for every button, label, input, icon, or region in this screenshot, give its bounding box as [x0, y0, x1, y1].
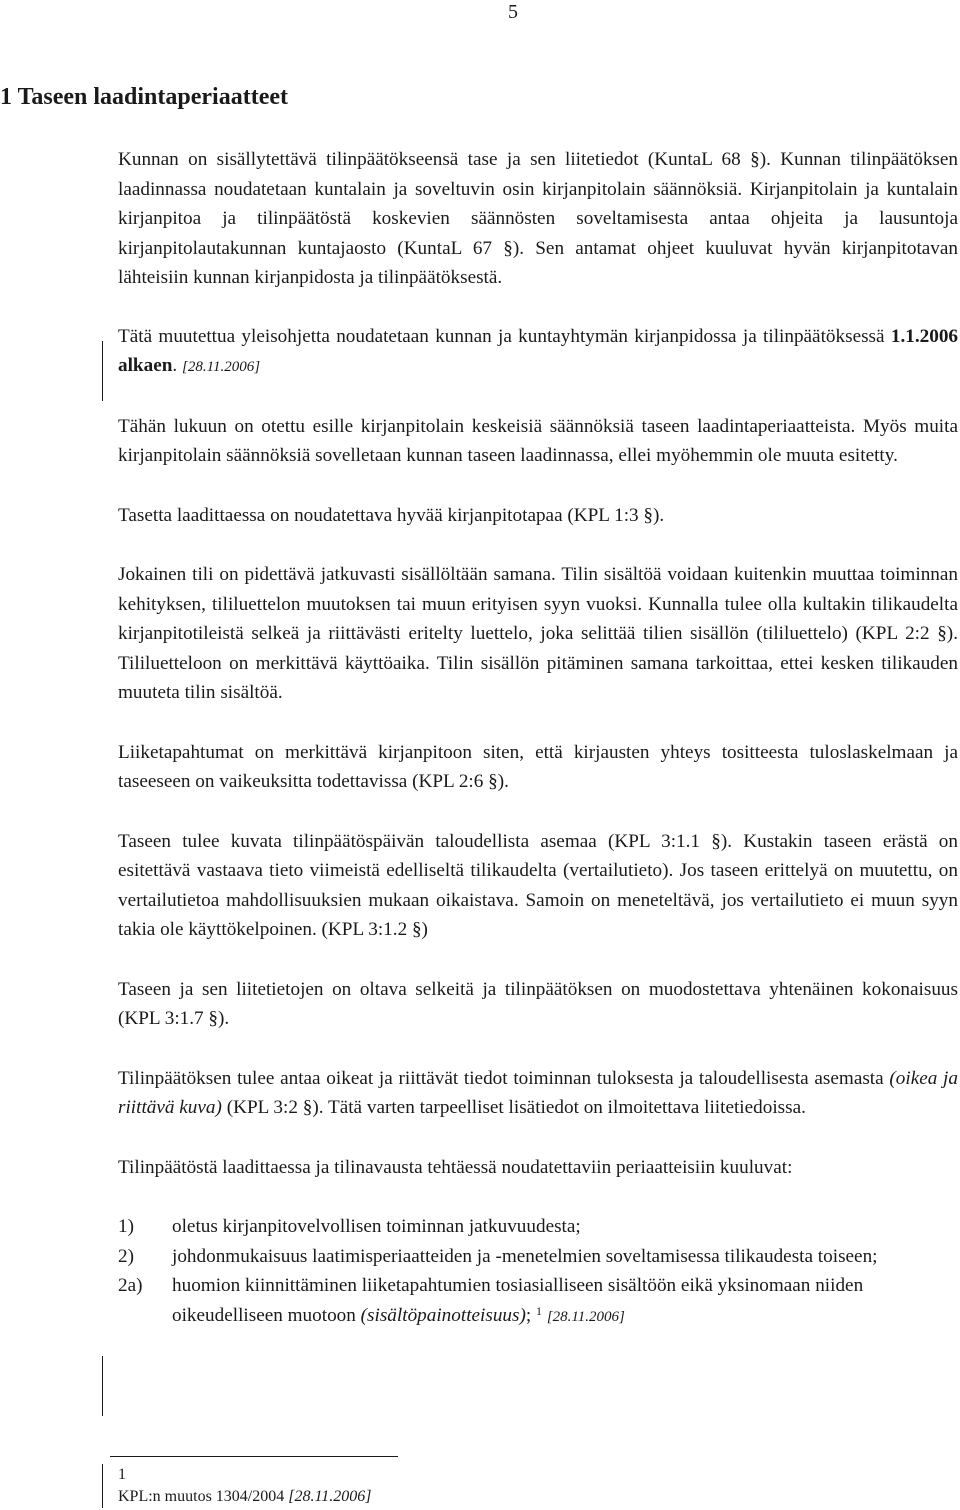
list-item-semicolon: ;	[525, 1304, 532, 1326]
paragraph-principles: Tilinpäätöstä laadittaessa ja tilinavausta tehtäessä noudatettaviin periaatteisiin kuuluvat:	[118, 1156, 793, 1178]
footnote-divider	[110, 1456, 398, 1457]
footnote-reference: 1	[536, 1303, 543, 1318]
paragraph-true-fair	[118, 1064, 958, 1123]
true-fair-text-a: Tilinpäätöksen tulee antaa oikeat ja riittävät tiedot toiminnan tuloksesta ja taloudellisesta asemasta	[118, 1067, 890, 1089]
principles-list	[118, 1212, 958, 1332]
true-fair-term: (oikea ja riittävä kuva)	[118, 1067, 958, 1118]
paragraph-transactions: Liiketapahtumat on merkittävä kirjanpitoon siten, että kirjausten yhteys tositteesta tuloslaskelmaan ja taseeseen on vaikeuksitta todettavissa (KPL 2:6 §).	[118, 741, 958, 792]
paragraph-good-practice: Tasetta laadittaessa on noudatettava hyvää kirjanpitotapaa (KPL 1:3 §).	[118, 504, 665, 526]
true-fair-text-b: (KPL 3:2 §). Tätä varten tarpeelliset lisätiedot on ilmoitettava liitetiedoissa.	[221, 1097, 806, 1118]
paragraph-balance-sheet: Taseen tulee kuvata tilinpäätöspäivän taloudellista asemaa (KPL 3:1.1 §). Kustakin taseen erästä on esitettävä vastaava tieto viimeistä edelliseltä tilikaudelta (vertailutieto). Jos taseen erittelyä on muutettu, on vertailutietoa mahdollisuuksien mukaan oikaistava. Samoin on meneteltävä, jos vertailutieto ei muun syyn takia ole käyttökelpoinen. (KPL 3:1.2 §)	[118, 830, 958, 940]
paragraph-validity	[118, 322, 958, 383]
list-item	[118, 1242, 958, 1272]
list-item-number: 1)	[118, 1216, 134, 1237]
list-item-text: johdonmukaisuus laatimisperiaatteiden ja -menetelmien soveltamisessa tilikaudesta toiseen;	[172, 1245, 878, 1267]
footnote	[118, 1464, 372, 1508]
footnote-amendment: [28.11.2006]	[288, 1488, 372, 1505]
footnote-text: KPL:n muutos 1304/2004	[118, 1488, 289, 1505]
paragraph-accounts: Jokainen tili on pidettävä jatkuvasti sisällöltään samana. Tilin sisältöä voidaan kuitenkin muuttaa toiminnan kehityksen, tililuettelon muutoksen tai muun erityisen syyn vuoksi. Kunnalla tulee olla kultakin tilikaudelta kirjanpitotileistä selkeä ja riittävästi eritelty luettelo, joka selittää tilien sisällön (tililuettelo) (KPL 2:2 §). Tililuetteloon on merkittävä käyttöaika. Tilin sisällön pitäminen samana tarkoittaa, ettei kesken tilikauden muuteta tilin sisältöä.	[118, 564, 958, 703]
paragraph-scope: Tähän lukuun on otettu esille kirjanpitolain keskeisiä säännöksiä taseen laadintaperiaatteista. Myös muita kirjanpitolain säännöksiä sovelletaan kunnan taseen laadinnassa, ellei myöhemmin ole muuta esitetty.	[118, 415, 958, 466]
list-item-number: 2)	[118, 1245, 134, 1267]
validity-dot: .	[172, 355, 178, 376]
change-bar-footnote	[102, 1464, 103, 1508]
main-content	[118, 145, 958, 1332]
page-number: 5	[508, 1, 518, 23]
list-item	[118, 1271, 958, 1332]
footnote-line	[118, 1486, 372, 1508]
footnote-marker: 1	[118, 1466, 126, 1483]
paragraph-intro: Kunnan on sisällytettävä tilinpäätökseensä tase ja sen liitetiedot (KuntaL 68 §). Kunnan tilinpäätöksen laadinnassa noudatetaan kuntalain ja soveltuvin osin kirjanpitolain säännöksiä. Kirjanpitolain ja kuntalain kirjanpitoa ja tilinpäätöstä koskevien säännösten soveltamisesta antaa ohjeita ja lausuntoja kirjanpitolautakunnan kuntajaosto (KuntaL 67 §). Sen antamat ohjeet kuuluvat hyvän kirjanpitotavan lähteisiin kunnan kirjanpidosta ja tilinpäätöksestä.	[118, 149, 958, 288]
validity-text: Tätä muutettua yleisohjetta noudatetaan kunnan ja kuntayhtymän kirjanpidossa ja tilinpäätöksessä	[118, 325, 891, 347]
amendment-date: [28.11.2006]	[181, 359, 261, 375]
list-item	[118, 1212, 958, 1242]
list-item-text: oletus kirjanpitovelvollisen toiminnan jatkuvuudesta;	[172, 1216, 581, 1237]
paragraph-clarity: Taseen ja sen liitetietojen on oltava selkeitä ja tilinpäätöksen on muodostettava yhtenäinen kokonaisuus (KPL 3:1.7 §).	[118, 978, 958, 1029]
change-bar-1	[102, 341, 103, 401]
section-heading: 1 Taseen laadintaperiaatteet	[0, 84, 288, 110]
list-item-text: huomion kiinnittäminen liiketapahtumien tosiasialliseen sisältöön eikä yksinomaan niiden oikeudelliseen muotoon	[172, 1275, 864, 1326]
change-bar-2	[102, 1356, 103, 1416]
validity-date: 1.1.2006 alkaen	[118, 325, 958, 376]
amendment-date: [28.11.2006]	[546, 1308, 625, 1325]
list-item-number: 2a)	[118, 1275, 143, 1296]
substance-term: (sisältöpainotteisuus)	[360, 1304, 526, 1326]
